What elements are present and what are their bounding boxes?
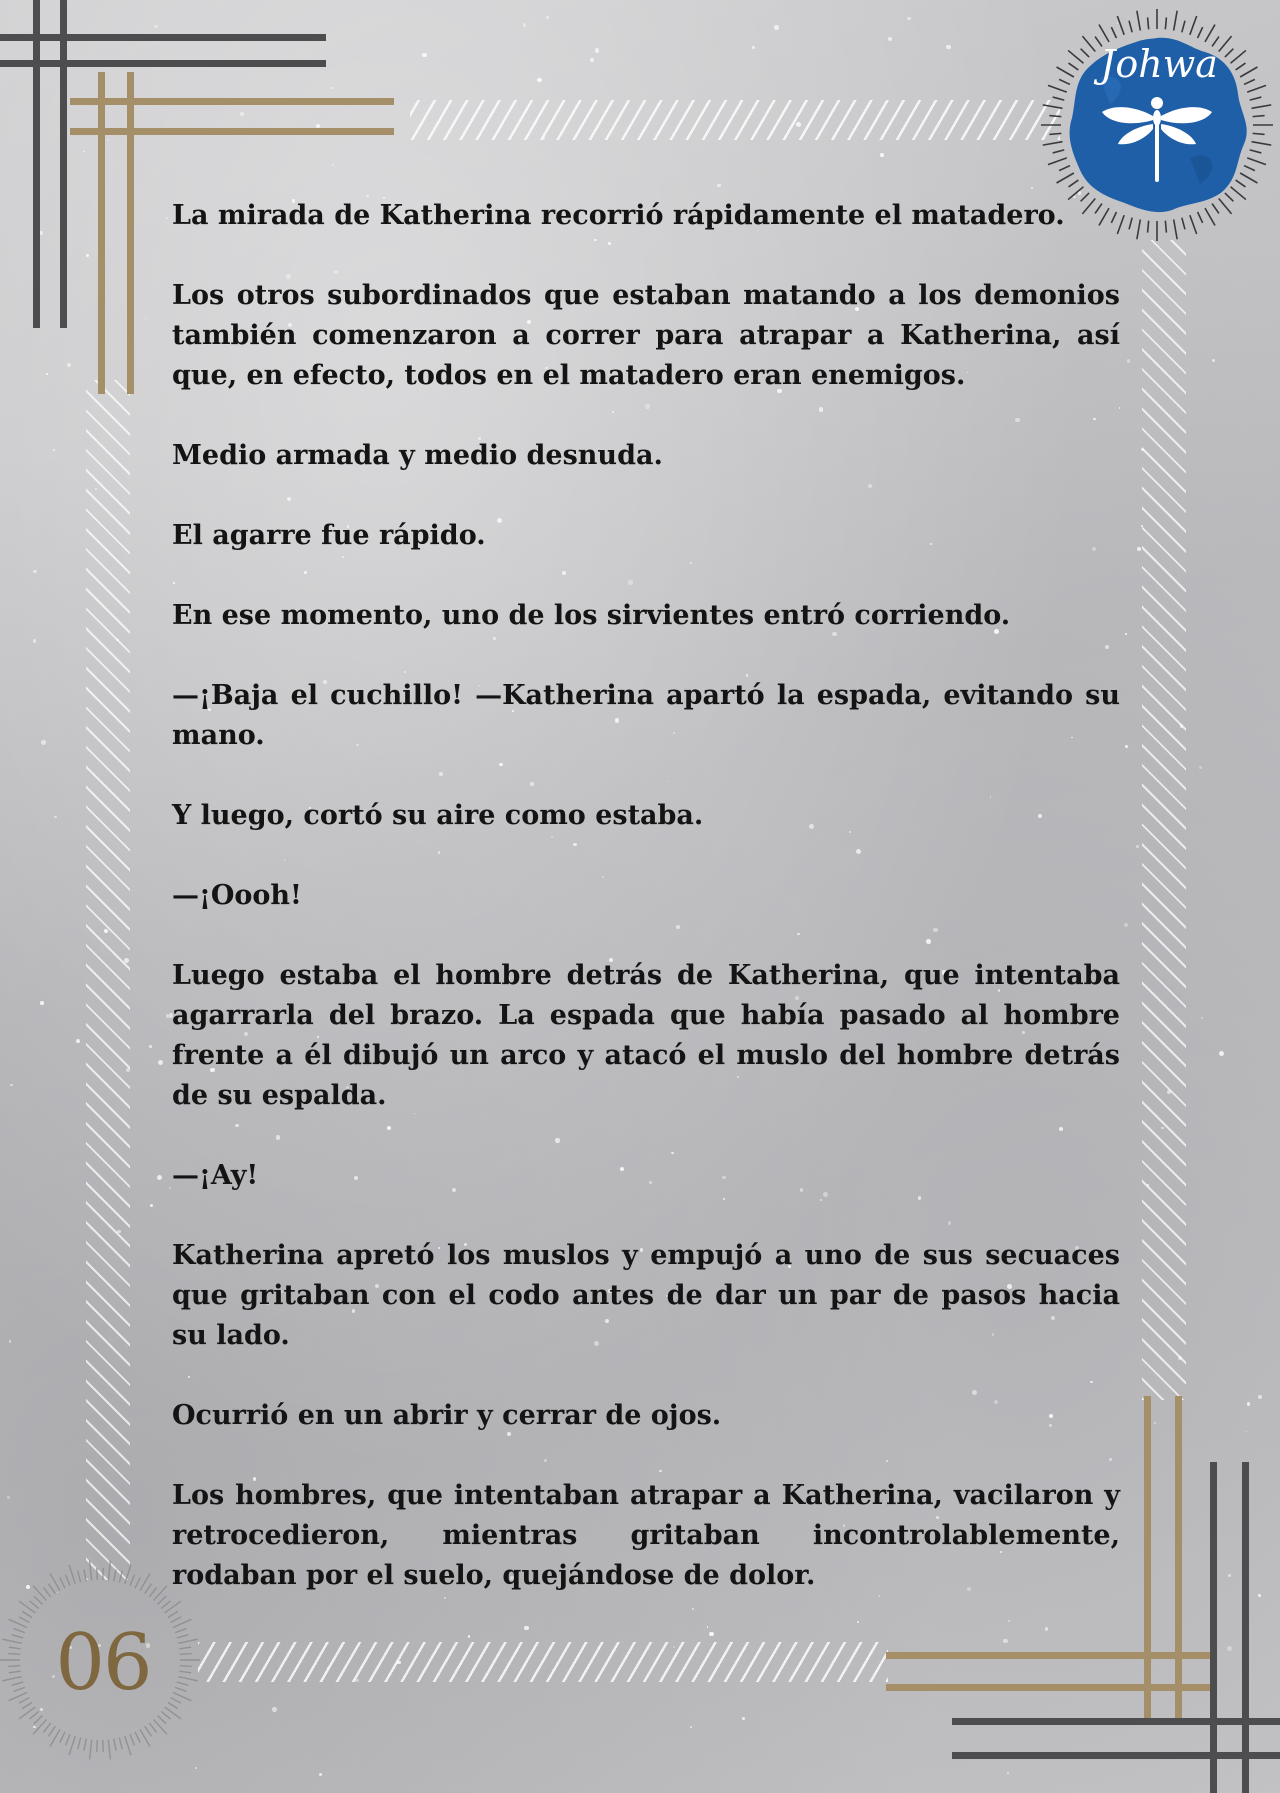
corner-line: [98, 72, 105, 394]
paragraph: Y luego, cortó su aire como estaba.: [172, 800, 704, 831]
speck: [149, 1045, 152, 1048]
paragraph: Medio armada y medio desnuda.: [172, 440, 663, 471]
logo-ray: [1069, 180, 1079, 187]
speck: [1127, 359, 1130, 362]
page-number-ray: [173, 1693, 191, 1701]
page-number-ray: [49, 1726, 56, 1736]
logo-ray: [1165, 221, 1166, 233]
logo-ray: [1049, 133, 1061, 134]
logo-ray: [1205, 25, 1215, 42]
corner-line: [33, 0, 40, 328]
speck: [1007, 1772, 1009, 1774]
speck: [595, 48, 599, 52]
logo-ray: [1231, 187, 1246, 200]
page-number-ray: [125, 1736, 131, 1755]
page-number-ray: [66, 1734, 70, 1745]
speck: [53, 449, 55, 451]
paragraph: Los hombres, que intentaban atrapar a Katherina, vacilaron y retrocedieron, mientras gritaban incontrolablemente, rodaban por el suelo, quejándose de dolor.: [172, 1480, 1120, 1591]
page-number-ray: [177, 1635, 189, 1638]
speck: [41, 740, 46, 745]
paragraph: Luego estaba el hombre detrás de Katherina, que intentaba agarrarla del brazo. La espada que había pasado al hombre frente a él dibujó un arco y atacó el muslo del hombre detrás de su espalda.: [172, 960, 1120, 1111]
logo-ray: [1165, 17, 1166, 29]
page-number-ray: [125, 1565, 131, 1584]
page-number-ray: [168, 1702, 178, 1708]
top-hatch-border: [410, 100, 1060, 140]
page-number-ray: [9, 1671, 21, 1673]
speck: [107, 139, 109, 141]
corner-line: [886, 1652, 1211, 1659]
paragraph: En ese momento, uno de los sirvientes entró corriendo.: [172, 600, 1011, 631]
page-number-ray: [114, 1739, 116, 1751]
corner-line: [0, 60, 326, 67]
logo-ray: [1174, 11, 1177, 31]
page-number-ray: [19, 1617, 30, 1623]
logo-ray: [1059, 166, 1070, 171]
logo-ray: [1111, 27, 1116, 38]
speck: [690, 1726, 692, 1728]
logo-ray: [1053, 97, 1065, 100]
speck: [1124, 923, 1128, 927]
page-number-ray: [69, 1736, 75, 1755]
page-number-ray: [90, 1740, 92, 1760]
page-number-ray: [171, 1617, 182, 1623]
logo-ray: [1137, 220, 1140, 240]
logo-ray: [1053, 150, 1065, 153]
logo-ray: [1236, 180, 1246, 187]
speck: [888, 37, 892, 41]
right-hatch-border: [1142, 240, 1186, 1400]
page-number-ray: [119, 1571, 122, 1583]
page-number-ray: [14, 1629, 25, 1633]
speck: [145, 318, 147, 320]
logo-ray: [1250, 150, 1262, 153]
speck: [1212, 359, 1215, 362]
speck: [76, 1039, 80, 1043]
speck: [752, 46, 755, 49]
page-number-ray: [2, 1677, 22, 1681]
page-number-ray: [66, 1575, 70, 1586]
page-number-ray: [78, 1738, 81, 1750]
speck: [33, 570, 36, 573]
logo-ray: [1225, 193, 1233, 201]
speck: [907, 17, 910, 20]
paragraph: —¡Baja el cuchillo! —Katherina apartó la espada, evitando su mano.: [172, 680, 1120, 751]
page-number-ray: [114, 1569, 116, 1581]
corner-line: [952, 1718, 1280, 1725]
page-number-ray: [30, 1711, 39, 1719]
page-number-ray: [158, 1596, 167, 1604]
paragraph: —¡Ay!: [172, 1160, 259, 1191]
paragraph: Ocurrió en un abrir y cerrar de ojos.: [172, 1400, 722, 1431]
page-number-ray: [84, 1739, 86, 1751]
logo-ray: [1174, 220, 1177, 240]
speck: [67, 363, 71, 367]
page-number-ray: [9, 1619, 27, 1627]
speck: [10, 1084, 13, 1087]
page-number-ray: [177, 1682, 189, 1685]
logo-ray: [1129, 21, 1132, 33]
corner-line: [60, 0, 67, 328]
page-number-ray: [34, 1716, 43, 1724]
page-number-ray: [19, 1698, 30, 1704]
speck: [169, 1187, 171, 1189]
page-number-ray: [135, 1732, 140, 1743]
speck: [150, 1204, 153, 1207]
logo-ray: [1252, 142, 1272, 145]
page-number-ray: [175, 1629, 186, 1633]
speck: [1227, 1646, 1232, 1651]
logo-ray: [1099, 25, 1109, 42]
page-number-ray: [2, 1639, 22, 1643]
bottom-hatch-border: [198, 1642, 888, 1682]
logo-ray: [1253, 133, 1265, 134]
speck: [1125, 633, 1127, 635]
page-number-ray: [161, 1711, 170, 1719]
logo-ray: [1205, 208, 1215, 225]
page-number-ray: [60, 1577, 65, 1588]
logo-ray: [1240, 173, 1257, 183]
logo-ray: [1212, 204, 1219, 214]
logo-ray: [1250, 97, 1262, 100]
speck: [1247, 1402, 1251, 1406]
page-number: 06: [55, 1618, 151, 1708]
speck: [1258, 1594, 1261, 1597]
speck: [240, 112, 244, 116]
page-number-ray: [171, 1698, 182, 1704]
speck: [1154, 1422, 1156, 1424]
logo-ray: [1057, 67, 1074, 77]
page-number-ray: [149, 1588, 156, 1597]
logo-ray: [1231, 50, 1246, 63]
page-number-ray: [173, 1619, 191, 1627]
speck: [1125, 745, 1129, 749]
page-number-ray: [168, 1611, 178, 1617]
left-hatch-border: [86, 380, 130, 1580]
speck: [1258, 1395, 1262, 1399]
logo-ray: [1252, 105, 1272, 108]
logo-ray: [1048, 158, 1067, 165]
speck: [33, 639, 37, 643]
speck: [154, 25, 157, 28]
page-number-ray: [161, 1601, 170, 1609]
speck: [157, 1175, 162, 1180]
logo-ray: [1198, 212, 1203, 223]
speck: [331, 87, 334, 90]
page-number-ray: [108, 1740, 110, 1760]
page-number-ray: [22, 1611, 32, 1617]
speck: [523, 23, 527, 27]
corner-line: [1210, 1462, 1217, 1793]
logo-ray: [1057, 173, 1074, 183]
page-number-ray: [178, 1639, 198, 1643]
speck: [1219, 1051, 1224, 1056]
page-number-ray: [60, 1732, 65, 1743]
speck: [1003, 1639, 1008, 1644]
logo-ray: [1117, 16, 1124, 35]
page-number-ray: [22, 1702, 32, 1708]
speck: [1246, 1431, 1248, 1433]
logo-ray: [1081, 49, 1089, 57]
page-number-ray: [34, 1596, 43, 1604]
logo-ray: [1068, 50, 1083, 63]
page-number-ray: [119, 1738, 122, 1750]
page-number-ray: [43, 1723, 50, 1732]
logo-ray: [1219, 199, 1232, 214]
speck: [590, 58, 595, 63]
speck: [1199, 766, 1202, 769]
logo-ray: [1190, 215, 1197, 234]
page-number-ray: [8, 1666, 20, 1667]
page-number-ray: [130, 1575, 134, 1586]
speck: [742, 1717, 746, 1721]
logo-ray: [1069, 63, 1079, 70]
logo-ray: [1240, 67, 1257, 77]
speck: [9, 1340, 11, 1342]
page-number-ray: [130, 1734, 134, 1745]
speck: [946, 45, 951, 50]
page-number-ray: [12, 1635, 24, 1638]
page-number-ray: [158, 1716, 167, 1724]
logo-ray: [1148, 221, 1149, 233]
speck: [1137, 547, 1141, 551]
page-number-ray: [78, 1571, 81, 1583]
speck: [1136, 845, 1139, 848]
page-number-ray: [175, 1687, 186, 1691]
document-body: [172, 196, 1120, 1636]
logo-ray: [1236, 63, 1246, 70]
speck: [166, 217, 168, 219]
page-number-ray: [14, 1687, 25, 1691]
speck: [422, 53, 427, 58]
page-number-ray: [43, 1588, 50, 1597]
speck: [54, 816, 56, 818]
page-number-ray: [8, 1654, 20, 1655]
corner-line: [1242, 1462, 1249, 1793]
speck: [537, 78, 541, 82]
corner-line: [0, 34, 326, 41]
logo-ray: [1182, 218, 1185, 230]
logo-ray: [1253, 116, 1265, 117]
speck: [195, 1767, 197, 1769]
speck: [1031, 187, 1033, 189]
page-number-ray: [135, 1577, 140, 1588]
speck: [40, 1001, 43, 1004]
speck: [158, 1060, 163, 1065]
logo-ray: [1059, 79, 1070, 84]
paragraph: —¡Oooh!: [172, 880, 302, 911]
page-number-ray: [84, 1569, 86, 1581]
paragraph: Katherina apretó los muslos y empujó a uno de sus secuaces que gritaban con el codo antes de dar un par de pasos hacia su lado.: [172, 1240, 1120, 1351]
logo-ray: [1190, 16, 1197, 35]
paragraph: Los otros subordinados que estaban matando a los demonios también comenzaron a correr para atrapar a Katherina, así que, en efecto, todos en el matadero eran enemigos.: [172, 280, 1120, 391]
page-number-ray: [145, 1584, 152, 1594]
logo-ray: [1244, 166, 1255, 171]
logo-ray: [1247, 85, 1266, 92]
logo-ray: [1043, 142, 1063, 145]
paragraph: El agarre fue rápido.: [172, 520, 486, 551]
page-number-ray: [149, 1723, 156, 1732]
speck: [319, 1773, 322, 1776]
speck: [880, 153, 884, 157]
corner-line: [1144, 1396, 1151, 1722]
logo-ray: [1049, 116, 1061, 117]
page-number-ray: [9, 1693, 27, 1701]
corner-line: [952, 1752, 1280, 1759]
logo-ray: [1182, 21, 1185, 33]
logo-ray: [1148, 17, 1149, 29]
speck: [1228, 1574, 1231, 1577]
page-number-ray: [49, 1584, 56, 1594]
speck: [774, 25, 779, 30]
page-number-ray: [180, 1654, 192, 1655]
speck: [332, 164, 334, 166]
speck: [83, 151, 85, 153]
page-number-ray: [90, 1561, 92, 1581]
logo-ray: [1244, 79, 1255, 84]
speck: [7, 1496, 10, 1499]
logo-ray: [1198, 27, 1203, 38]
logo-ray: [1247, 158, 1266, 165]
corner-line: [70, 98, 394, 105]
corner-line: [70, 128, 394, 135]
corner-line: [127, 72, 134, 394]
paragraph: La mirada de Katherina recorrió rápidamente el matadero.: [172, 200, 1065, 231]
page-number-ray: [12, 1682, 24, 1685]
page-number-ray: [30, 1601, 39, 1609]
corner-line: [886, 1684, 1211, 1691]
logo-ray: [1225, 49, 1233, 57]
logo-ray: [1048, 85, 1067, 92]
page-number-ray: [180, 1666, 192, 1667]
page-number-ray: [9, 1647, 21, 1649]
page-number-ray: [108, 1561, 110, 1581]
logo-text: Johwa: [1100, 42, 1218, 86]
page-number-ray: [179, 1671, 191, 1673]
page-number-ray: [179, 1647, 191, 1649]
logo-ray: [1129, 218, 1132, 230]
page-number-ray: [178, 1677, 198, 1681]
page-number-ray: [69, 1565, 75, 1584]
page-number-ray: [145, 1726, 152, 1736]
speck: [272, 1707, 277, 1712]
speck: [1201, 1017, 1203, 1019]
logo-ray: [1137, 11, 1140, 31]
speck: [46, 373, 48, 375]
speck: [546, 16, 549, 19]
logo-ray: [1043, 105, 1063, 108]
speck: [86, 254, 88, 256]
corner-line: [1175, 1396, 1182, 1722]
speck: [717, 184, 720, 187]
